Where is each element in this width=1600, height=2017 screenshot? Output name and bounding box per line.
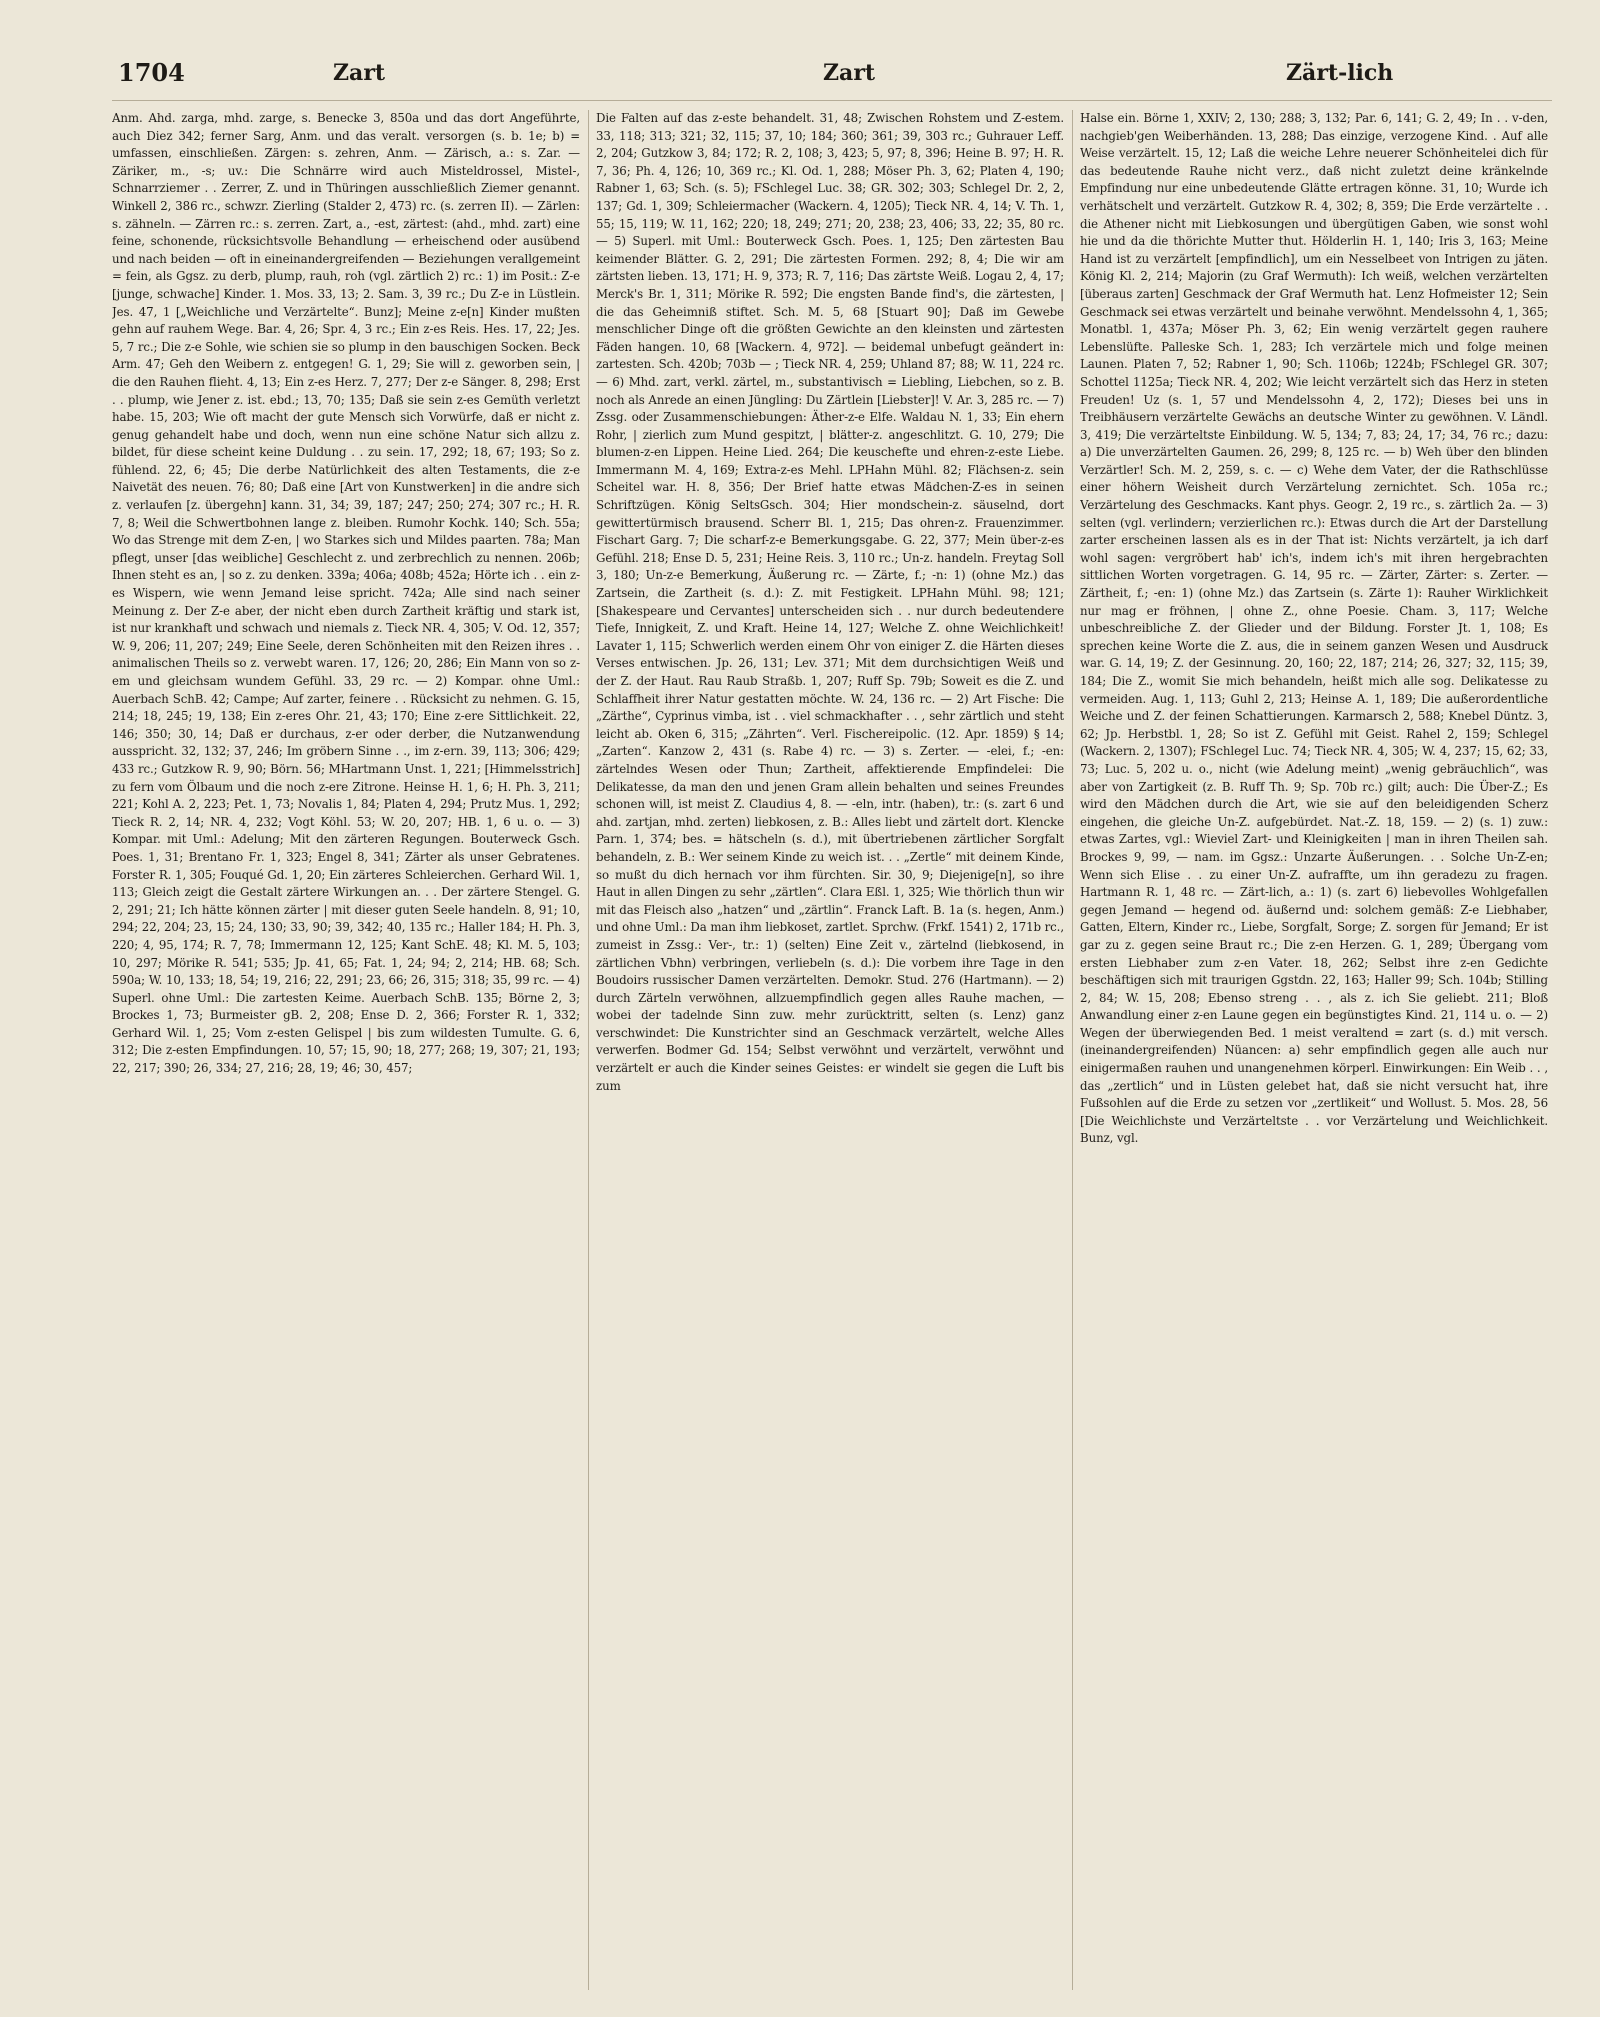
column-left <box>112 110 580 1990</box>
header-rule <box>112 100 1552 101</box>
page-number: 1704 <box>118 58 185 87</box>
column-middle <box>596 110 1064 1990</box>
headword-right: Zärt-lich <box>1286 60 1394 86</box>
column-divider-1 <box>588 110 589 1990</box>
headword-center: Zart <box>823 60 876 86</box>
column-right <box>1080 110 1548 1990</box>
headword-left: Zart <box>333 60 386 86</box>
column-right-text: Halse ein. Börne 1, XXIV; 2, 130; 288; 3, 132; Par. 6, 141; G. 2, 49; In . . v-den, nachgieb'gen Weiberhänden. 13, 288; Das einzige, verzogene Kind. . Auf alle Weise verzärtelt. 15, 12; Laß die weiche Lehre neuerer Schönheitelei dich für das bedeutende Rauhe nicht verz., daß nicht zuletzt deine kränkelnde Empfindung nur eine unbedeutende Glätte ertragen könne. 31, 10; Wurde ich verhätschelt und verzärtelt. Gutzkow R. 4, 302; 8, 359; Die Erde verzärtelte . . die Athener nicht mit Liebkosungen und übergütigen Gaben, wie sonst wohl hie und da die thörichte Mutter thut. Hölderlin H. 1, 140; Iris 3, 163; Meine Hand ist zu verzärtelt [empfindlich], um ein Nesselbeet von Intrigen zu jäten. König Kl. 2, 214; Majorin (zu Graf Wermuth): Ich weiß, welchen verzärtelten [überaus zarten] Geschmack der Graf Wermuth hat. Lenz Hofmeister 12; Sein Geschmack sei etwas verzärtelt und beinahe verwöhnt. Mendelssohn 4, 1, 365; Monatbl. 1, 437a; Möser Ph. 3, 62; Ein wenig verzärtelt gegen rauhere Lebenslüfte. Palleske Sch. 1, 283; Ich verzärtele mich und folge meinen Launen. Platen 7, 52; Rabner 1, 90; Sch. 1106b; 1224b; FSchlegel GR. 307; Schottel 1125a; Tieck NR. 4, 202; Wie leicht verzärtelt sich das Herz in steten Freuden! Uz (s. 1, 57 und Mendelssohn 4, 2, 172); Dieses bei uns in Treibhäusern verzärtelte Gewächs an deutsche Winter zu gewöhnen. V. Ländl. 3, 419; Die verzärteltste Einbildung. W. 5, 134; 7, 83; 24, 17; 34, 76 rc.; dazu: a) Die unverzärtelten Gaumen. 26, 299; 8, 125 rc. — b) Weh über den blinden Verzärtler! Sch. M. 2, 259, s. c. — c) Wehe dem Vater, der die Rathschlüsse einer höhern Weisheit durch Verzärtelung zernichtet. Sch. 105a rc.; Verzärtelung des Geschmacks. Kant phys. Geogr. 2, 19 rc., s. zärtlich 2a. — 3) selten (vgl. verlindern; verzierlichen rc.): Etwas durch die Art der Darstellung zarter erscheinen lassen als es in der That ist: Nichts verzärtelt, ja ich darf wohl sagen: vergröbert hab' ich's, indem ich's mit ihren hergebrachten sittlichen Worten vorgetragen. G. 14, 95 rc. — Zärter, Zärter: s. Zerter. — Zärtheit, f.; -en: 1) (ohne Mz.) das Zartsein (s. Zärte 1): Rauher Wirklichkeit nur mag er fröhnen, | ohne Z., ohne Poesie. Cham. 3, 117; Welche unbeschreibliche Z. der Glieder und der Bildung. Forster Jt. 1, 108; Es sprechen keine Worte die Z. aus, die in seinem ganzen Wesen und Ausdruck war. G. 14, 19; Z. der Gesinnung. 20, 160; 22, 187; 214; 26, 327; 32, 115; 39, 184; Die Z., womit Sie mich behandeln, heißt mich alle sog. Delikatesse zu vermeiden. Aug. 1, 113; Guhl 2, 213; Heinse A. 1, 189; Die außerordentliche Weiche und Z. der feinen Schattierungen. Karmarsch 2, 588; Knebel Düntz. 3, 62; Jp. Herbstbl. 1, 28; So ist Z. Gefühl mit Geist. Rahel 2, 159; Schlegel (Wackern. 2, 1307); FSchlegel Luc. 74; Tieck NR. 4, 305; W. 4, 237; 15, 62; 33, 73; Luc. 5, 202 u. o., nicht (wie Adelung meint) „wenig gebräuchlich“, was aber von Zartigkeit (z. B. Ruff Th. 9; Sp. 70b rc.) gilt; auch: Die Über-Z.; Es wird den Mädchen durch die Art, wie sie auf den beleidigenden Scherz eingehen, die gleiche Un-Z. aufgebürdet. Nat.-Z. 18, 159. — 2) (s. 1) zuw.: etwas Zartes, vgl.: Wieviel Zart- und Kleinigkeiten | man in ihren Theilen sah. Brockes 9, 99, — nam. im Ggsz.: Unzarte Äußerungen. . . Solche Un-Z-en; Wenn sich Elise . . zu einer Un-Z. aufraffte, um ihn geradezu zu fragen. Hartmann R. 1, 48 rc. — Zärt-lich, a.: 1) (s. zart 6) liebevolles Wohlgefallen gegen Jemand — hegend od. äußernd und: solchem gemäß: Z-e Liebhaber, Gatten, Eltern, Kinder rc., Liebe, Sorgfalt, Sorge; Z. sorgen für Jemand; Er ist gar zu z. gegen seine Braut rc.; Die z-en Herzen. G. 1, 289; Übergang vom ersten Liebhaber zum z-en Vater. 18, 262; Selbst ihre z-en Gedichte beschäftigen sich mit traurigen Ggstdn. 22, 163; Haller 99; Sch. 104b; Stilling 2, 84; W. 15, 208; Ebenso streng . . , als z. ich Sie geliebt. 211; Bloß Anwandlung einer z-en Laune gegen ein begünstigtes Kind. 21, 114 u. o. — 2) Wegen der überwiegenden Bed. 1 meist veraltend = zart (s. d.) mit versch. (ineinandergreifenden) Nüancen: a) sehr empfindlich gegen alle auch nur einigermaßen rauhen und unangenehmen körperl. Einwirkungen: Ein Weib . . , das „zertlich“ und in Lüsten gelebet hat, daß sie nicht versucht hat, ihre Fußsohlen auf die Erde zu setzen vor „zertlikeit“ und Wollust. 5. Mos. 28, 56 [Die Weichlichste und Verzärteltste . . vor Verzärtelung und Weichlichkeit. Bunz, vgl. <box>1080 111 1548 1146</box>
column-left-text: Anm. Ahd. zarga, mhd. zarge, s. Benecke 3, 850a und das dort Angeführte, auch Diez 342; ferner Sarg, Anm. und das veralt. versorgen (s. b. 1e; b) = umfassen, einschließen. Zärgen: s. zehren, Anm. — Zärisch, a.: s. Zar. — Zäriker, m., -s; uv.: Die Schnärre wird auch Misteldrossel, Mistel-, Schnarrziemer . . Zerrer, Z. und in Thüringen ausschließlich Ziemer genannt. Winkell 2, 386 rc., schwzr. Zierling (Stalder 2, 473) rc. (s. zerren II). — Zärlen: s. zähneln. — Zärren rc.: s. zerren. Zart, a., -est, zärtest: (ahd., mhd. zart) eine feine, schonende, rücksichtsvolle Behandlung — erheischend oder ausübend und nach beiden — oft in eineinandergreifenden — Beziehungen verallgemeint = fein, als Ggsz. zu derb, plump, rauh, roh (vgl. zärtlich 2) rc.: 1) im Posit.: Z-e [junge, schwache] Kinder. 1. Mos. 33, 13; 2. Sam. 3, 39 rc.; Du Z-e in Lüstlein. Jes. 47, 1 [„Weichliche und Verzärtelte“. Bunz]; Meine z-e[n] Kinder mußten gehn auf rauhem Wege. Bar. 4, 26; Spr. 4, 3 rc.; Ein z-es Reis. Hes. 17, 22; Jes. 5, 7 rc.; Die z-e Sohle, wie schien sie so plump in den bauschigen Socken. Beck Arm. 47; Geh den Weibern z. entgegen! G. 1, 29; Sie will z. geworben sein, | die den Rauhen flieht. 4, 13; Ein z-es Herz. 7, 277; Der z-e Sänger. 8, 298; Erst . . plump, wie Jener z. ist. ebd.; 13, 70; 135; Daß sie sein z-es Gemüth verletzt habe. 15, 203; Wie oft macht der gute Mensch sich Vorwürfe, daß er nicht z. genug gehandelt habe und doch, wenn nun eine schöne Natur sich allzu z. bildet, für diese scheint keine Duldung . . zu sein. 17, 292; 18, 67; 193; So z. fühlend. 22, 6; 45; Die derbe Natürlichkeit des alten Testaments, die z-e Naivetät des neuen. 76; 80; Daß eine [Art von Kunstwerken] in die andre sich z. verlaufen [z. übergehn] kann. 31, 34; 39, 187; 247; 250; 274; 307 rc.; H. R. 7, 8; Weil die Schwertbohnen lange z. bleiben. Rumohr Kochk. 140; Sch. 55a; Wo das Strenge mit dem Z-en, | wo Starkes sich und Mildes paarten. 78a; Man pflegt, unser [das weibliche] Geschlecht z. und zerbrechlich zu nennen. 206b; Ihnen steht es an, | so z. zu denken. 339a; 406a; 408b; 452a; Hörte ich . . ein z-es Wispern, wie wenn Jemand leise spricht. 742a; Alle sind nach seiner Meinung z. Der Z-e aber, der nicht eben durch Zartheit kräftig und stark ist, ist nur krankhaft und schwach und niemals z. Tieck NR. 4, 305; V. Od. 12, 357; W. 9, 206; 11, 207; 249; Eine Seele, deren Schönheiten mit den Reizen ihres . . animalischen Theils so z. verwebt waren. 17, 126; 20, 286; Ein Mann von so z-em und gleichsam wundem Gefühl. 33, 29 rc. — 2) Kompar. ohne Uml.: Auerbach SchB. 42; Campe; Auf zarter, feinere . . Rücksicht zu nehmen. G. 15, 214; 18, 245; 19, 138; Ein z-eres Ohr. 21, 43; 170; Eine z-ere Sittlichkeit. 22, 146; 350; 30, 14; Daß er durchaus, z-er oder derber, die Nutzanwendung ausspricht. 32, 132; 37, 246; Im gröbern Sinne . ., im z-ern. 39, 113; 306; 429; 433 rc.; Gutzkow R. 9, 90; Börn. 56; MHartmann Unst. 1, 221; [Himmelsstrich] zu fern vom Ölbaum und die noch z-ere Zitrone. Heinse H. 1, 6; H. Ph. 3, 211; 221; Kohl A. 2, 223; Pet. 1, 73; Novalis 1, 84; Platen 4, 294; Prutz Mus. 1, 292; Tieck R. 2, 14; NR. 4, 232; Vogt Köhl. 53; W. 20, 207; HB. 1, 6 u. o. — 3) Kompar. mit Uml.: Adelung; Mit den zärteren Regungen. Bouterweck Gsch. Poes. 1, 31; Brentano Fr. 1, 323; Engel 8, 341; Zärter als unser Gebratenes. Forster R. 1, 305; Fouqué Gd. 1, 20; Ein zärteres Schleierchen. Gerhard Wil. 1, 113; Gleich zeigt die Gestalt zärtere Wirkungen an. . . Der zärtere Stengel. G. 2, 291; 21; Ich hätte können zärter | mit dieser guten Seele handeln. 8, 91; 10, 294; 22, 204; 23, 15; 24, 130; 33, 90; 39, 342; 40, 135 rc.; Haller 184; H. Ph. 3, 220; 4, 95, 174; R. 7, 78; Immermann 12, 125; Kant SchE. 48; Kl. M. 5, 103; 10, 297; Mörike R. 541; 535; Jp. 41, 65; Fat. 1, 24; 94; 2, 214; HB. 68; Sch. 590a; W. 10, 133; 18, 54; 19, 216; 22, 291; 23, 66; 26, 315; 318; 35, 99 rc. — 4) Superl. ohne Uml.: Die zartesten Keime. Auerbach SchB. 135; Börne 2, 3; Brockes 1, 73; Burmeister gB. 2, 208; Ense D. 2, 366; Forster R. 1, 332; Gerhard Wil. 1, 25; Vom z-esten Gelispel | bis zum wildesten Tumulte. G. 6, 312; Die z-esten Empfindungen. 10, 57; 15, 90; 18, 277; 268; 19, 307; 21, 193; 22, 217; 390; 26, 334; 27, 216; 28, 19; 46; 30, 457; <box>112 111 580 1076</box>
column-middle-text: Die Falten auf das z-este behandelt. 31, 48; Zwischen Rohstem und Z-estem. 33, 118; 313; 321; 32, 115; 37, 10; 184; 360; 361; 39, 303 rc.; Guhrauer Leff. 2, 204; Gutzkow 3, 84; 172; R. 2, 108; 3, 423; 5, 97; 8, 396; Heine B. 97; H. R. 7, 36; Ph. 4, 126; 10, 369 rc.; Kl. Od. 1, 288; Möser Ph. 3, 62; Platen 4, 190; Rabner 1, 63; Sch. (s. 5); FSchlegel Luc. 38; GR. 302; 303; Schlegel Dr. 2, 2, 137; Gd. 1, 309; Schleiermacher (Wackern. 4, 1205); Tieck NR. 4, 14; V. Th. 1, 55; 15, 119; W. 11, 162; 220; 18, 249; 271; 20, 238; 23, 406; 33, 22; 35, 80 rc. — 5) Superl. mit Uml.: Bouterweck Gsch. Poes. 1, 125; Den zärtesten Bau keimender Blätter. G. 2, 291; Die zärtesten Formen. 292; 8, 4; Die wir am zärtsten lieben. 13, 171; H. 9, 373; R. 7, 116; Das zärtste Weiß. Logau 2, 4, 17; Merck's Br. 1, 311; Mörike R. 592; Die engsten Bande find's, die zärtesten, | die das Geheimniß stiftet. Sch. M. 5, 68 [Stuart 90]; Daß im Gewebe menschlicher Dinge oft die größten Gewichte an den kleinsten und zärtesten Fäden hangen. 10, 68 [Wackern. 4, 972]. — beidemal unbefugt geändert in: zartesten. Sch. 420b; 703b — ; Tieck NR. 4, 259; Uhland 87; 88; W. 11, 224 rc. — 6) Mhd. zart, verkl. zärtel, m., substantivisch = Liebling, Liebchen, so z. B. noch als Anrede an einen Jüngling: Du Zärtlein [Liebster]! V. Ar. 3, 285 rc. — 7) Zssg. oder Zusammenschiebungen: Äther-z-e Elfe. Waldau N. 1, 33; Ein ehern Rohr, | zierlich zum Mund gespitzt, | blätter-z. angeschlitzt. G. 10, 279; Die blumen-z-en Lippen. Heine Lied. 264; Die keuschefte und ehren-z-este Liebe. Immermann M. 4, 169; Extra-z-es Mehl. LPHahn Mühl. 82; Flächsen-z. sein Scheitel war. H. 8, 356; Der Brief hatte etwas Mädchen-Z-es in seinen Schriftzügen. König SeltsGsch. 304; Hier mondschein-z. säuselnd, dort gewittertürmisch brausend. Scherr Bl. 1, 215; Das ohren-z. Frauenzimmer. Fischart Garg. 7; Die scharf-z-e Bemerkungsgabe. G. 22, 377; Mein über-z-es Gefühl. 218; Ense D. 5, 231; Heine Reis. 3, 110 rc.; Un-z. handeln. Freytag Soll 3, 180; Un-z-e Bemerkung, Äußerung rc. — Zärte, f.; -n: 1) (ohne Mz.) das Zartsein, die Zartheit (s. d.): Z. mit Festigkeit. LPHahn Mühl. 98; 121; [Shakespeare und Cervantes] unterscheiden sich . . nur durch bedeutendere Tiefe, Innigkeit, Z. und Kraft. Heine 14, 127; Welche Z. ohne Weichlichkeit! Lavater 1, 115; Schwerlich werden einem Ohr von einiger Z. die Härten dieses Verses entwischen. Jp. 26, 131; Lev. 371; Mit dem durchsichtigen Weiß und der Z. der Haut. Rau Raub Straßb. 1, 207; Ruff Sp. 79b; Soweit es die Z. und Schlaffheit ihrer Natur gestatten möchte. W. 24, 136 rc. — 2) Art Fische: Die „Zärthe“, Cyprinus vimba, ist . . viel schmackhafter . . , sehr zärtlich und steht leicht ab. Oken 6, 315; „Zährten“. Verl. Fischereipolic. (12. Apr. 1859) § 14; „Zarten“. Kanzow 2, 431 (s. Rabe 4) rc. — 3) s. Zerter. — -elei, f.; -en: zärtelndes Wesen oder Thun; Zartheit, affektierende Empfindelei: Die Delikatesse, da man den und jenen Gram allein behalten und seines Freundes schonen will, ist meist Z. Claudius 4, 8. — -eln, intr. (haben), tr.: (s. zart 6 und ahd. zartjan, mhd. zerten) liebkosen, z. B.: Alles liebt und zärtelt dort. Klencke Parn. 1, 374; bes. = hätscheln (s. d.), mit übertriebenen zärtlicher Sorgfalt behandeln, z. B.: Wer seinem Kinde zu weich ist. . . „Zertle“ mit deinem Kinde, so mußt du dich hernach vor ihm fürchten. Sir. 30, 9; Diejenige[n], so ihre Haut in allen Dingen zu sehr „zärtlen“. Clara Eßl. 1, 325; Wie thörlich thun wir mit das Fleisch also „hatzen“ und „zärtlin“. Franck Laft. B. 1a (s. hegen, Anm.) und ohne Uml.: Da man ihm liebkoset, zartlet. Sprchw. (Frkf. 1541) 2, 171b rc., zumeist in Zssg.: Ver-, tr.: 1) (selten) Eine Zeit v., zärtelnd (liebkosend, in zärtlichen Vbhn) verbringen, verliebeln (s. d.): Die vorbem ihre Tage in den Boudoirs russischer Damen verzärtelten. Demokr. Stud. 276 (Hartmann). — 2) durch Zärteln verwöhnen, allzuempfindlich gegen alles Rauhe machen, — wobei der tadelnde Sinn zuw. mehr zurücktritt, selten (s. Lenz) ganz verschwindet: Die Kunstrichter sind an Geschmack verzärtelt, welche Alles verwerfen. Bodmer Gd. 154; Selbst verwöhnt und verzärtelt, verwöhnt und verzärtelt er auch die Kinder seines Geistes: er windelt sie gegen die Luft bis zum <box>596 111 1064 1093</box>
column-divider-2 <box>1072 110 1073 1990</box>
running-header <box>118 58 1548 92</box>
text-columns <box>112 110 1552 1990</box>
